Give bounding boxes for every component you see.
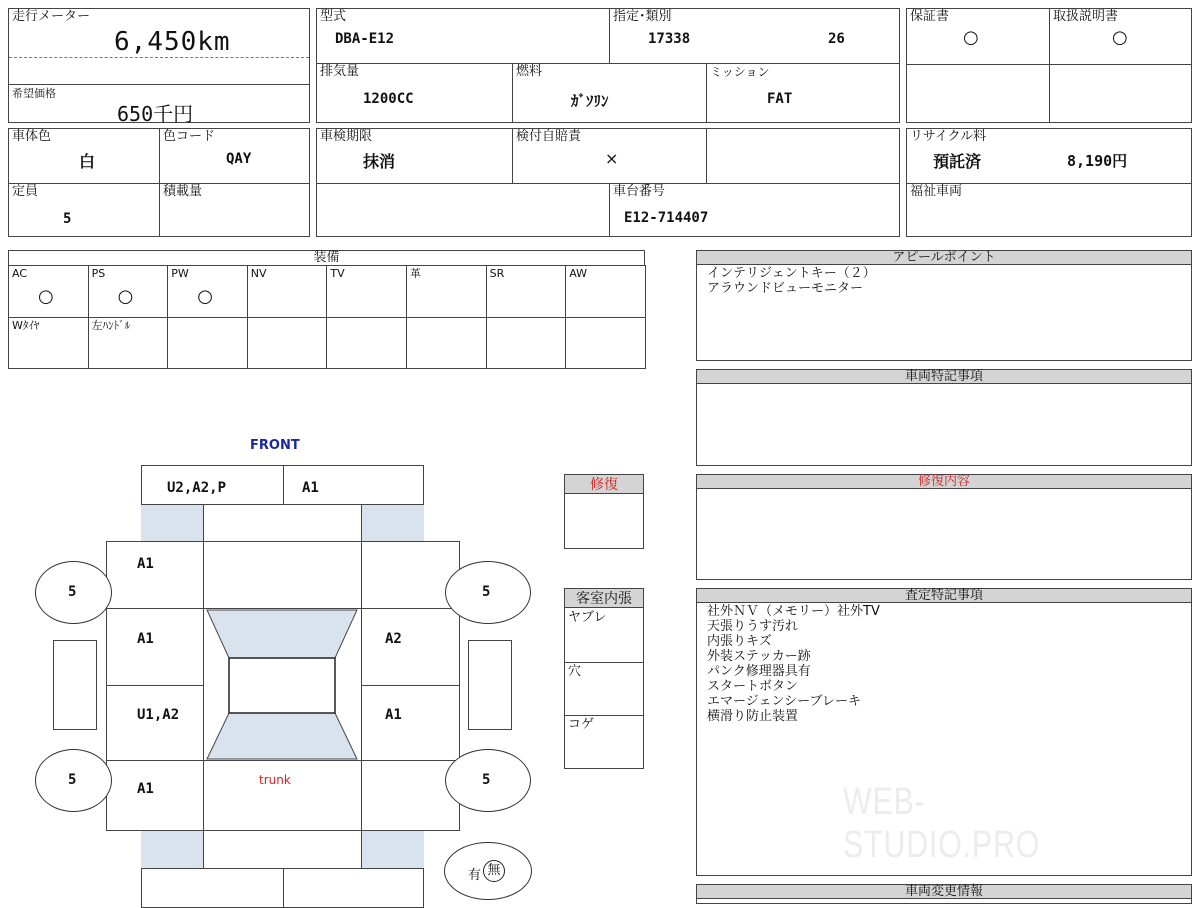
equipment-label: 革	[410, 267, 421, 280]
damage-left-rear-door: U1,A2	[137, 707, 180, 723]
chassis-label: 車台番号	[613, 184, 666, 199]
appeal-panel	[696, 250, 1192, 361]
warranty-divider	[907, 64, 1049, 65]
mileage-price-block	[8, 8, 310, 126]
fuel-label: 燃料	[516, 64, 543, 79]
mileage-divider	[9, 57, 309, 58]
equipment-cell	[565, 317, 646, 369]
left-line-1	[106, 608, 203, 609]
fuel-value: ｶﾞｿﾘﾝ	[571, 92, 609, 110]
watermark: WEB-STUDIO.PRO	[843, 781, 1041, 866]
manual-label: 取扱説明書	[1053, 9, 1119, 24]
trunk-label: trunk	[259, 773, 291, 787]
damage-right-rear-door: A1	[385, 707, 402, 723]
equipment-cell	[326, 265, 407, 318]
left-side-box	[53, 640, 97, 730]
welfare-label: 福祉車両	[910, 184, 963, 199]
equipment-cell	[406, 265, 487, 318]
equipment-cell	[88, 317, 169, 369]
inspection-value: 抹消	[363, 152, 396, 171]
tire-front-left-value: 5	[68, 584, 77, 600]
taillight-right	[362, 830, 424, 868]
color-code-label: 色コード	[163, 129, 216, 144]
rear-bumper-divider	[283, 869, 284, 907]
left-line-2	[106, 685, 203, 686]
interior-divider-1	[565, 662, 643, 663]
color-cell	[8, 128, 160, 184]
equipment-cell	[247, 265, 328, 318]
spare-tire-indicator	[444, 842, 532, 900]
mileage-value: 6,450km	[114, 27, 231, 57]
assessment-title: 査定特記事項	[696, 588, 1192, 603]
equipment-cell	[486, 317, 567, 369]
manual-divider	[1050, 64, 1191, 65]
load-label: 積載量	[163, 184, 203, 199]
headlight-left	[141, 505, 203, 541]
right-side-box	[468, 640, 512, 730]
blank-cell-1	[706, 128, 900, 184]
warranty-value: ○	[963, 27, 979, 48]
special-notes-title: 車両特記事項	[696, 369, 1192, 384]
left-line-3	[106, 760, 203, 761]
transmission-label: ミッション	[710, 65, 770, 79]
capacity-cell	[8, 183, 160, 237]
assessment-panel	[696, 588, 1192, 876]
chassis-value: E12-714407	[624, 210, 709, 226]
price-value: 650千円	[117, 102, 194, 126]
price-label: 希望価格	[12, 87, 56, 100]
designation-label: 指定･類別	[613, 9, 672, 24]
body-line-right	[361, 541, 362, 831]
tire-front-left	[35, 561, 112, 624]
color-code-cell	[159, 128, 310, 184]
front-bumper	[141, 465, 424, 505]
damage-left-fender: A1	[137, 556, 154, 572]
chassis-cell	[609, 183, 900, 237]
capacity-label: 定員	[12, 184, 39, 199]
recycle-status: 預託済	[933, 152, 982, 171]
equipment-label: 左ﾊﾝﾄﾞﾙ	[91, 319, 131, 332]
tire-rear-left	[35, 749, 112, 812]
class-value: 26	[828, 31, 845, 47]
inspection-cell	[316, 128, 513, 184]
damage-front-bumper-left: U2,A2,P	[167, 480, 227, 496]
model-value: DBA-E12	[335, 31, 395, 47]
color-label: 車体色	[12, 129, 52, 144]
equipment-cell	[486, 265, 567, 318]
cabin-glass	[203, 608, 361, 761]
recycle-label: リサイクル料	[910, 129, 987, 144]
taillight-left	[141, 830, 203, 868]
equipment-title: 装備	[8, 250, 645, 266]
tire-rear-right	[445, 749, 531, 812]
repair-details-panel	[696, 474, 1192, 580]
interior-item-tear: ヤブレ	[568, 610, 607, 625]
assessment-text: 社外ＮＶ（メモリー）社外TV 天張りうす汚れ 内張りキズ 外装ステッカー跡 パンク修理器具有 スタートボタン エマージェンシーブレーキ 横滑り防止装置	[707, 604, 880, 724]
equipment-label: SR	[489, 267, 505, 280]
equipment-cell	[8, 265, 89, 318]
color-value: 白	[79, 152, 96, 171]
equipment-cell	[88, 265, 169, 318]
insurance-label: 検付自賠責	[516, 129, 582, 144]
equipment-label: NV	[250, 267, 267, 280]
right-line-2	[361, 685, 460, 686]
designation-cell	[609, 8, 900, 64]
load-cell	[159, 183, 310, 237]
front-bumper-divider	[283, 466, 284, 504]
recycle-amount: 8,190円	[1067, 152, 1128, 170]
spare-yes-label: 有	[468, 868, 482, 883]
recycle-cell	[906, 128, 1192, 184]
appeal-title: アピールポイント	[696, 250, 1192, 265]
capacity-value: 5	[63, 211, 72, 227]
rear-bumper	[141, 868, 424, 908]
tire-rear-left-value: 5	[68, 772, 77, 788]
damage-left-front-door: A1	[137, 631, 154, 647]
front-label: FRONT	[250, 438, 300, 453]
equipment-cell	[326, 317, 407, 369]
change-info-title: 車両変更情報	[696, 884, 1192, 899]
equipment-label: AC	[12, 267, 28, 280]
model-label: 型式	[320, 9, 347, 24]
mileage-label: 走行メーター	[12, 9, 91, 24]
displacement-cell	[316, 63, 513, 123]
color-code-value: QAY	[226, 151, 252, 167]
insurance-value: ×	[605, 149, 619, 168]
damage-left-quarter: A1	[137, 781, 154, 797]
headlight-right	[362, 505, 424, 541]
equipment-value: ○	[197, 286, 213, 307]
windshield	[207, 610, 357, 658]
hood-front	[203, 505, 362, 541]
change-info-panel	[696, 884, 1192, 904]
fuel-cell	[512, 63, 707, 123]
appeal-text: インテリジェントキー（２） アラウンドビューモニター	[707, 266, 876, 296]
model-cell	[316, 8, 610, 64]
equipment-cell	[8, 317, 89, 369]
interior-title: 客室内張	[564, 588, 644, 608]
transmission-cell	[706, 63, 900, 123]
right-line-3	[361, 760, 460, 761]
equipment-value: ○	[38, 286, 54, 307]
interior-item-hole: 穴	[568, 664, 582, 679]
manual-cell	[1049, 8, 1192, 123]
repair-details-title: 修復内容	[696, 474, 1192, 489]
interior-item-burn: コゲ	[568, 717, 595, 732]
trunk-rear	[203, 830, 362, 868]
tire-front-right	[445, 561, 531, 624]
equipment-cell	[167, 317, 248, 369]
damage-front-bumper-right: A1	[302, 480, 319, 496]
equipment-label: Wﾀｲﾔ	[12, 319, 40, 332]
designation-value: 17338	[648, 31, 691, 47]
displacement-value: 1200CC	[363, 91, 414, 107]
equipment-label: AW	[569, 267, 587, 280]
manual-value: ○	[1112, 27, 1128, 48]
equipment-label: PW	[171, 267, 189, 280]
damage-right-front-door: A2	[385, 631, 402, 647]
equipment-label: TV	[330, 267, 345, 280]
equipment-cell	[167, 265, 248, 318]
blank-cell-2	[316, 183, 610, 237]
equipment-cell	[565, 265, 646, 318]
tire-front-right-value: 5	[482, 584, 491, 600]
rear-window	[207, 713, 357, 759]
tire-rear-right-value: 5	[482, 772, 491, 788]
equipment-label: PS	[91, 267, 106, 280]
transmission-value: FAT	[767, 91, 793, 107]
price-divider	[9, 84, 309, 85]
equipment-cell	[406, 317, 487, 369]
repair-box-title: 修復	[564, 474, 644, 494]
welfare-cell	[906, 183, 1192, 237]
displacement-label: 排気量	[320, 64, 360, 79]
right-line-1	[361, 608, 460, 609]
inspection-label: 車検期限	[320, 129, 373, 144]
equipment-cell	[247, 317, 328, 369]
equipment-value: ○	[117, 286, 134, 307]
warranty-label: 保証書	[910, 9, 950, 24]
interior-box	[564, 588, 644, 769]
spare-no-label: 無	[483, 860, 505, 882]
insurance-cell	[512, 128, 707, 184]
special-notes-panel	[696, 369, 1192, 466]
roof	[229, 658, 335, 713]
repair-box	[564, 474, 644, 549]
interior-divider-2	[565, 715, 643, 716]
warranty-cell	[906, 8, 1050, 123]
